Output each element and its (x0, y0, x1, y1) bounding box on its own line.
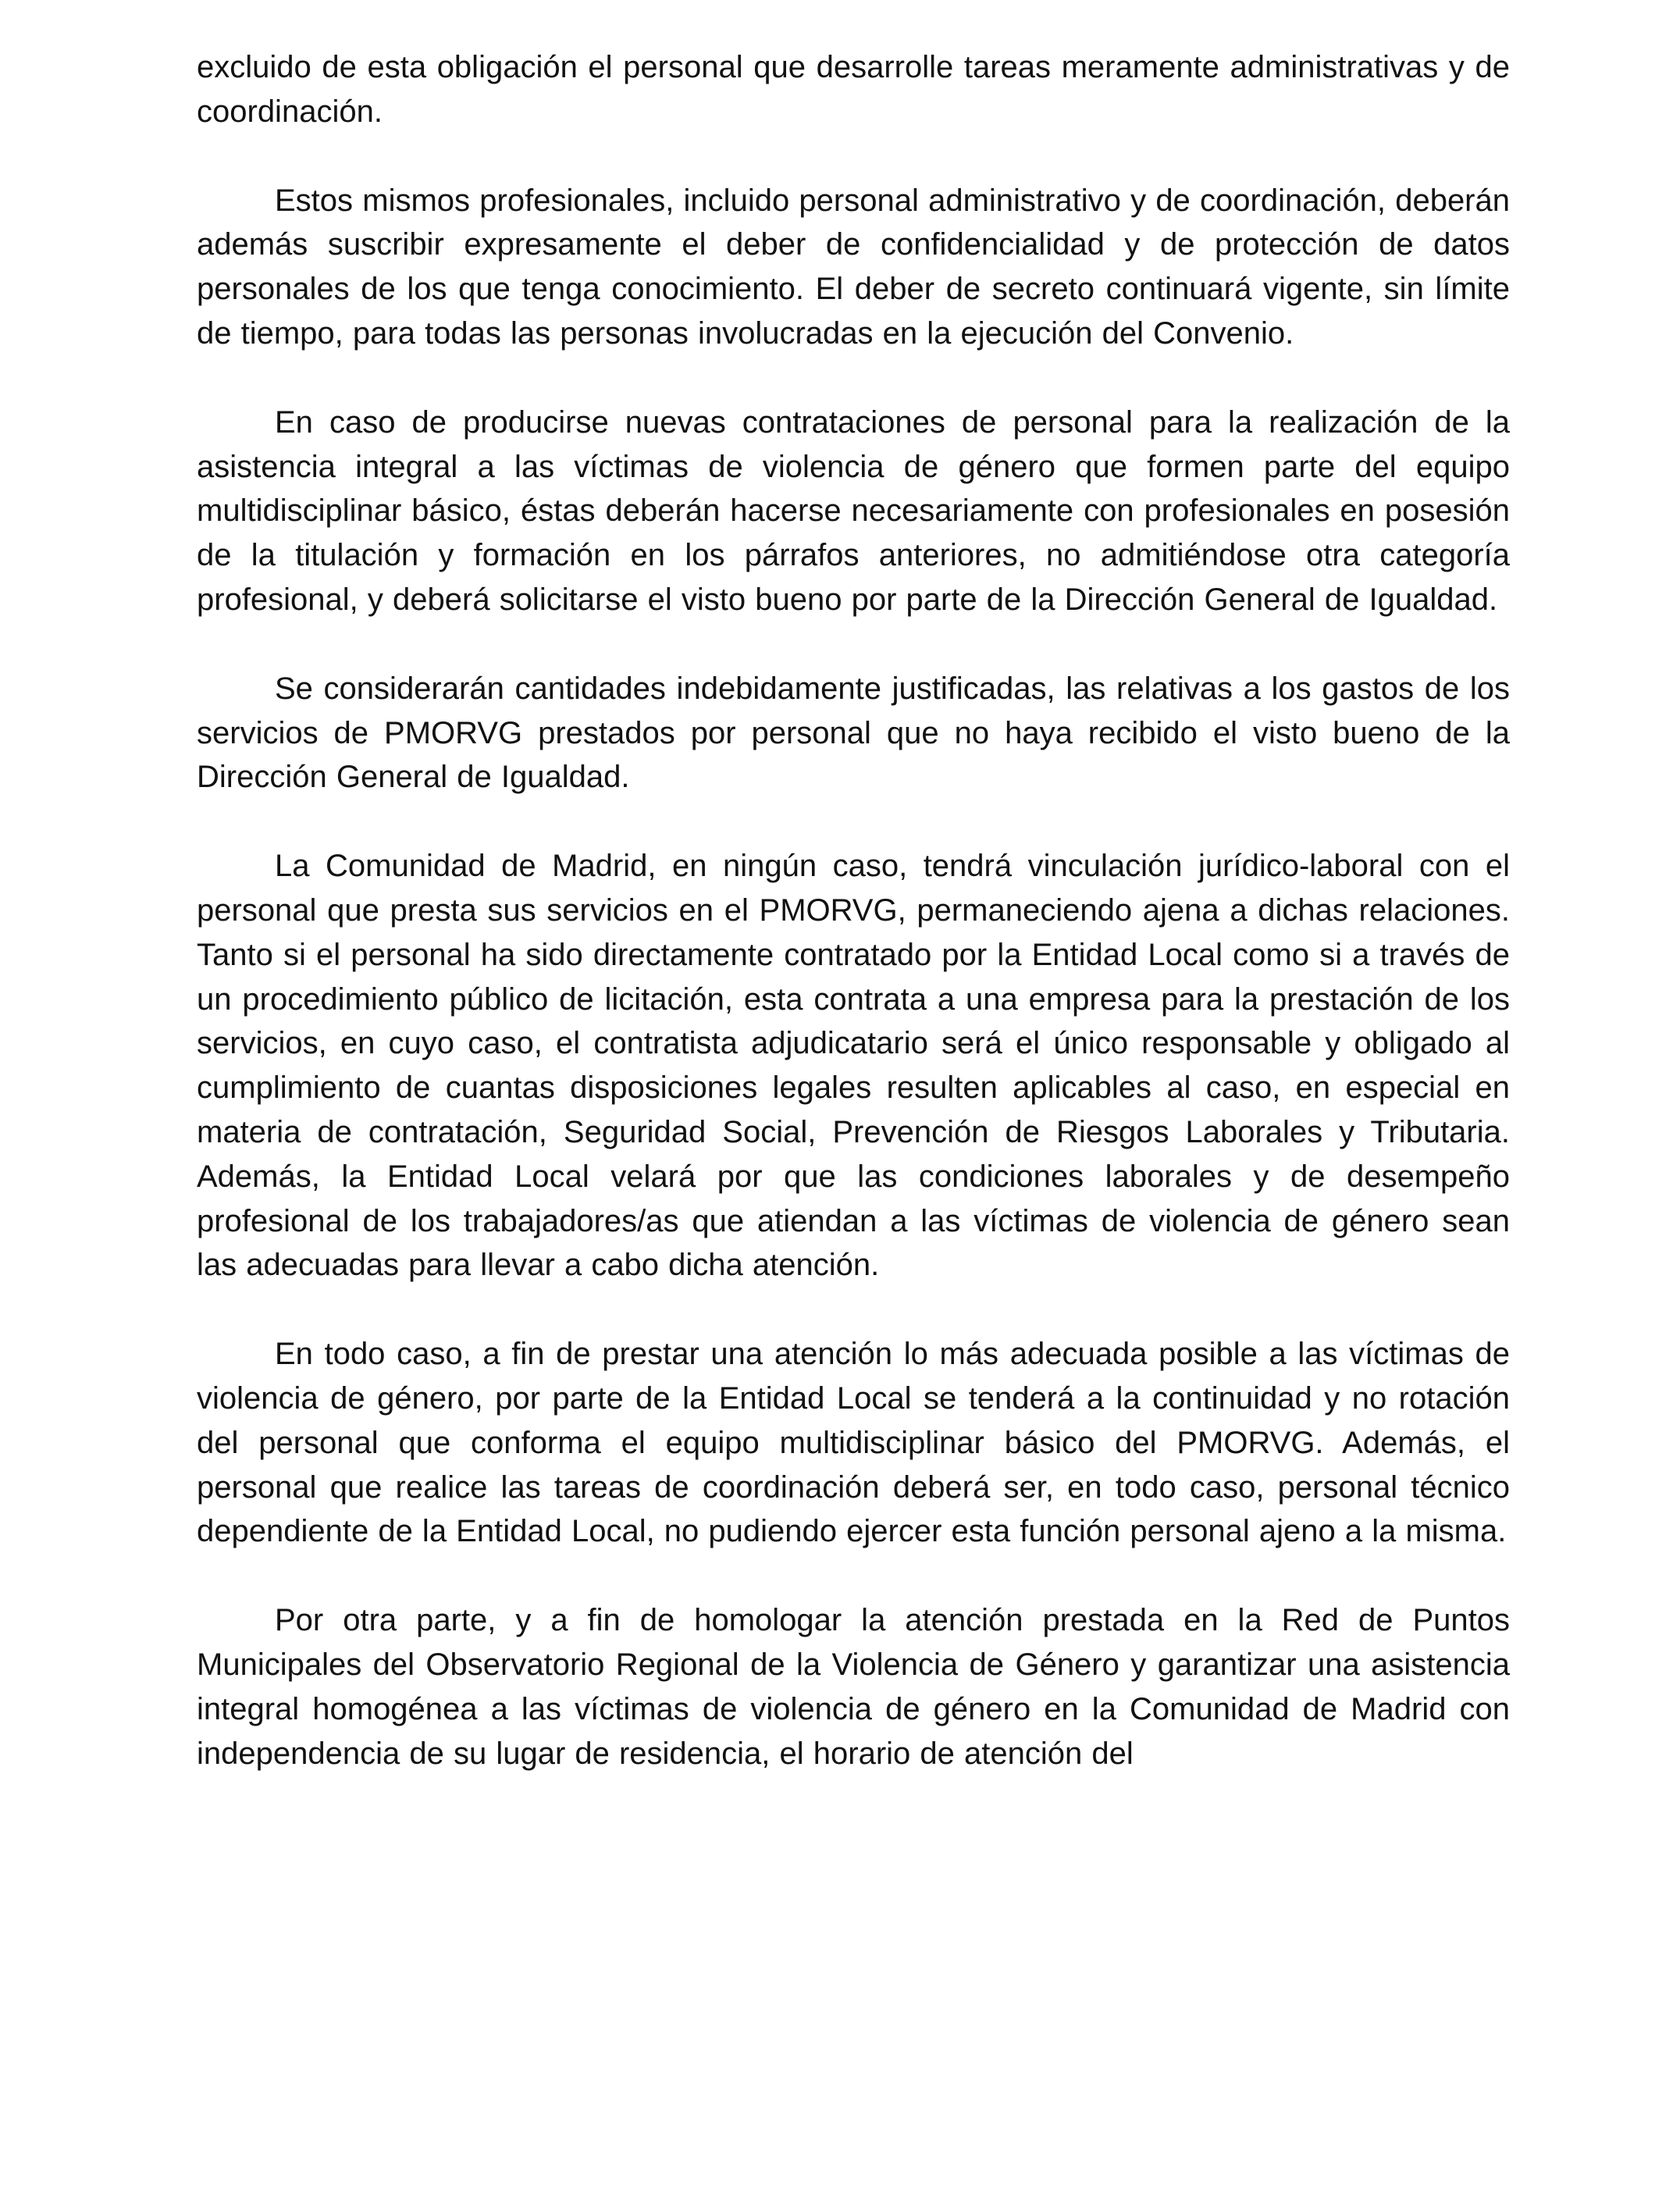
paragraph: La Comunidad de Madrid, en ningún caso, tendrá vinculación jurídico-laboral con el personal que presta sus servicios en el PMORVG, permaneciendo ajena a dichas relaciones. Tanto si el personal ha sido directamente contratado por la Entidad Local como si a través de un procedimiento público de licitación, esta contrata a una empresa para la prestación de los servicios, en cuyo caso, el contratista adjudicatario será el único responsable y obligado al cumplimiento de cuantas disposiciones legales resulten aplicables al caso, en especial en materia de contratación, Seguridad Social, Prevención de Riesgos Laborales y Tributaria. Además, la Entidad Local velará por que las condiciones laborales y de desempeño profesional de los trabajadores/as que atiendan a las víctimas de violencia de género sean las adecuadas para llevar a cabo dicha atención. (197, 849, 1510, 1283)
paragraph: En caso de producirse nuevas contrataciones de personal para la realización de la asistencia integral a las víctimas de violencia de género que formen parte del equipo multidisciplinar básico, éstas deberán hacerse necesariamente con profesionales en posesión de la titulación y formación en los párrafos anteriores, no admitiéndose otra categoría profesional, y deberá solicitarse el visto bueno por parte de la Dirección General de Igualdad. (197, 404, 1510, 617)
paragraph: Por otra parte, y a fin de homologar la atención prestada en la Red de Puntos Municipales del Observatorio Regional de la Violencia de Género y garantizar una asistencia integral homogénea a las víctimas de violencia de género en la Comunidad de Madrid con independencia de su lugar de residencia, el horario de atención del (197, 1603, 1510, 1771)
paragraph: Se considerarán cantidades indebidamente justificadas, las relativas a los gastos de los servicios de PMORVG prestados por personal que no haya recibido el visto bueno de la Dirección General de Igualdad. (197, 671, 1510, 795)
paragraph: En todo caso, a fin de prestar una atención lo más adecuada posible a las víctimas de violencia de género, por parte de la Entidad Local se tenderá a la continuidad y no rotación del personal que conforma el equipo multidisciplinar básico del PMORVG. Además, el personal que realice las tareas de coordinación deberá ser, en todo caso, personal técnico dependiente de la Entidad Local, no pudiendo ejercer esta función personal ajeno a la misma. (197, 1337, 1510, 1549)
paragraph: Estos mismos profesionales, incluido personal administrativo y de coordinación, deberán además suscribir expresamente el deber de confidencialidad y de protección de datos personales de los que tenga conocimiento. El deber de secreto continuará vigente, sin límite de tiempo, para todas las personas involucradas en la ejecución del Convenio. (197, 183, 1510, 351)
paragraph: excluido de esta obligación el personal que desarrolle tareas meramente administrativas y de coordinación. (197, 50, 1510, 129)
document-body (197, 45, 1510, 1776)
